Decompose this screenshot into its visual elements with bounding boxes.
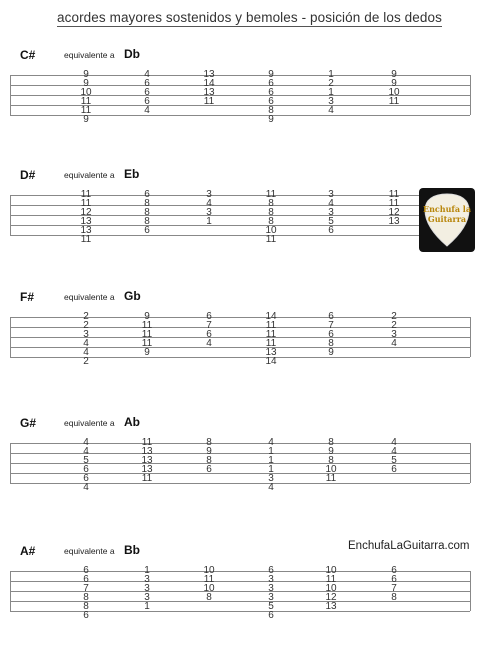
fret-number: 4 xyxy=(391,446,397,457)
fret-number: 10 xyxy=(80,87,92,98)
fret-number: 6 xyxy=(268,96,274,107)
tab-string-line xyxy=(10,463,470,464)
tab-bar-line xyxy=(470,571,471,611)
tab-bar-line xyxy=(10,75,11,115)
fret-number: 11 xyxy=(388,198,400,209)
fret-number: 13 xyxy=(80,225,92,236)
fret-number: 3 xyxy=(328,189,334,200)
fret-number: 10 xyxy=(325,583,337,594)
tab-string-line xyxy=(10,75,470,76)
fret-number: 9 xyxy=(83,69,89,80)
fret-number: 3 xyxy=(328,207,334,218)
fret-number: 1 xyxy=(328,87,334,98)
fret-number: 3 xyxy=(268,473,274,484)
tab-string-line xyxy=(10,327,470,328)
fret-number: 6 xyxy=(144,189,150,200)
fret-number: 12 xyxy=(325,592,337,603)
chord-alt-name: Ab xyxy=(124,415,140,429)
fret-number: 4 xyxy=(144,69,150,80)
chord-name: G# xyxy=(20,416,37,430)
tab-string-line xyxy=(10,195,470,196)
fret-number: 10 xyxy=(325,464,337,475)
fret-number: 7 xyxy=(328,320,334,331)
chord-section xyxy=(0,290,499,400)
fret-number: 8 xyxy=(206,592,212,603)
tab-bar-line xyxy=(470,317,471,357)
fret-number: 8 xyxy=(206,455,212,466)
fret-number: 1 xyxy=(144,565,150,576)
fret-number: 11 xyxy=(325,473,337,484)
tab-string-line xyxy=(10,601,470,602)
fret-number: 1 xyxy=(268,455,274,466)
tab-string-line xyxy=(10,473,470,474)
fret-number: 11 xyxy=(80,105,92,116)
fret-number: 6 xyxy=(144,225,150,236)
tab-string-line xyxy=(10,443,470,444)
fret-number: 13 xyxy=(141,455,153,466)
fret-number: 4 xyxy=(83,347,89,358)
fret-number: 3 xyxy=(144,574,150,585)
fret-number: 4 xyxy=(83,446,89,457)
fret-number: 5 xyxy=(268,601,274,612)
tab-string-line xyxy=(10,611,470,612)
fret-number: 8 xyxy=(83,601,89,612)
fret-number: 7 xyxy=(206,320,212,331)
fret-number: 2 xyxy=(328,78,334,89)
fret-number: 4 xyxy=(144,105,150,116)
tab-string-line xyxy=(10,235,470,236)
fret-number: 8 xyxy=(328,338,334,349)
fret-number: 12 xyxy=(388,207,400,218)
fret-number: 8 xyxy=(391,592,397,603)
fret-number: 14 xyxy=(265,356,277,367)
tab-bar-line xyxy=(10,195,11,235)
tab-string-line xyxy=(10,205,470,206)
tablature xyxy=(10,189,470,262)
fret-number: 14 xyxy=(203,78,215,89)
fret-number: 13 xyxy=(80,216,92,227)
fret-number: 11 xyxy=(141,329,153,340)
fret-number: 8 xyxy=(268,198,274,209)
fret-number: 4 xyxy=(328,198,334,209)
fret-number: 4 xyxy=(206,338,212,349)
chord-section xyxy=(0,544,499,654)
fret-number: 3 xyxy=(206,207,212,218)
tab-string-line xyxy=(10,571,470,572)
fret-number: 9 xyxy=(83,114,89,125)
fret-number: 10 xyxy=(325,565,337,576)
fret-number: 1 xyxy=(144,601,150,612)
fret-number: 13 xyxy=(203,87,215,98)
fret-number: 9 xyxy=(328,446,334,457)
logo-text-line2: Guitarra xyxy=(427,214,467,224)
tablature xyxy=(10,565,470,638)
fret-number: 13 xyxy=(388,216,400,227)
fret-number: 2 xyxy=(83,356,89,367)
fret-number: 3 xyxy=(268,592,274,603)
fret-number: 6 xyxy=(391,464,397,475)
fret-number: 8 xyxy=(144,216,150,227)
fret-number: 13 xyxy=(141,446,153,457)
fret-number: 6 xyxy=(144,87,150,98)
fret-number: 3 xyxy=(268,574,274,585)
fret-number: 6 xyxy=(328,225,334,236)
fret-number: 11 xyxy=(265,234,277,245)
tab-string-line xyxy=(10,337,470,338)
fret-number: 8 xyxy=(328,437,334,448)
fret-number: 6 xyxy=(206,311,212,322)
fret-number: 1 xyxy=(268,446,274,457)
fret-number: 9 xyxy=(391,69,397,80)
fret-number: 2 xyxy=(391,311,397,322)
fret-number: 9 xyxy=(144,311,150,322)
fret-number: 4 xyxy=(83,338,89,349)
fret-number: 6 xyxy=(268,78,274,89)
fret-number: 11 xyxy=(265,320,277,331)
fret-number: 11 xyxy=(203,574,215,585)
tab-string-line xyxy=(10,453,470,454)
fret-number: 2 xyxy=(83,311,89,322)
fret-number: 11 xyxy=(265,189,277,200)
tablature xyxy=(10,69,470,142)
fret-number: 4 xyxy=(391,338,397,349)
fret-number: 11 xyxy=(80,96,92,107)
fret-number: 6 xyxy=(328,311,334,322)
fret-number: 9 xyxy=(206,446,212,457)
chord-name: F# xyxy=(20,290,35,304)
fret-number: 8 xyxy=(144,207,150,218)
fret-number: 9 xyxy=(144,347,150,358)
fret-number: 6 xyxy=(268,87,274,98)
fret-number: 10 xyxy=(203,583,215,594)
fret-number: 11 xyxy=(80,234,92,245)
fret-number: 11 xyxy=(265,329,277,340)
fret-number: 1 xyxy=(328,69,334,80)
fret-number: 7 xyxy=(391,583,397,594)
fret-number: 13 xyxy=(265,347,277,358)
fret-number: 6 xyxy=(206,329,212,340)
tab-string-line xyxy=(10,483,470,484)
chord-name: D# xyxy=(20,168,36,182)
fret-number: 6 xyxy=(83,574,89,585)
fret-number: 1 xyxy=(268,464,274,475)
fret-number: 3 xyxy=(206,189,212,200)
logo xyxy=(419,188,475,252)
chord-alt-name: Eb xyxy=(124,167,140,181)
tab-string-line xyxy=(10,317,470,318)
chord-alt-name: Gb xyxy=(124,289,141,303)
fret-number: 13 xyxy=(141,464,153,475)
fret-number: 10 xyxy=(203,565,215,576)
tab-bar-line xyxy=(470,443,471,483)
tab-bar-line xyxy=(10,443,11,483)
fret-number: 5 xyxy=(391,455,397,466)
fret-number: 11 xyxy=(325,574,337,585)
fret-number: 13 xyxy=(203,69,215,80)
chord-alt-name: Db xyxy=(124,47,140,61)
fret-number: 6 xyxy=(83,610,89,621)
fret-number: 5 xyxy=(328,216,334,227)
fret-number: 11 xyxy=(265,338,277,349)
fret-number: 9 xyxy=(328,347,334,358)
equivalent-label: equivalente a xyxy=(64,546,115,556)
fret-number: 11 xyxy=(141,437,153,448)
fret-number: 4 xyxy=(268,437,274,448)
fret-number: 3 xyxy=(83,329,89,340)
tab-string-line xyxy=(10,115,470,116)
fret-number: 4 xyxy=(83,437,89,448)
tab-string-line xyxy=(10,591,470,592)
equivalent-label: equivalente a xyxy=(64,418,115,428)
tab-string-line xyxy=(10,105,470,106)
chord-name: C# xyxy=(20,48,36,62)
fret-number: 6 xyxy=(391,574,397,585)
fret-number: 8 xyxy=(268,105,274,116)
fret-number: 9 xyxy=(391,78,397,89)
fret-number: 7 xyxy=(83,583,89,594)
equivalent-label: equivalente a xyxy=(64,292,115,302)
fret-number: 6 xyxy=(83,473,89,484)
fret-number: 6 xyxy=(391,565,397,576)
equivalent-label: equivalente a xyxy=(64,50,115,60)
fret-number: 6 xyxy=(83,464,89,475)
fret-number: 12 xyxy=(80,207,92,218)
fret-number: 4 xyxy=(268,482,274,493)
fret-number: 3 xyxy=(268,583,274,594)
fret-number: 11 xyxy=(388,189,400,200)
fret-number: 4 xyxy=(391,437,397,448)
equivalent-label: equivalente a xyxy=(64,170,115,180)
tab-string-line xyxy=(10,95,470,96)
tab-string-line xyxy=(10,347,470,348)
chord-name: A# xyxy=(20,544,36,558)
chord-alt-name: Bb xyxy=(124,543,140,557)
tab-string-line xyxy=(10,357,470,358)
fret-number: 14 xyxy=(265,311,277,322)
chord-section xyxy=(0,48,499,158)
fret-number: 3 xyxy=(144,583,150,594)
fret-number: 2 xyxy=(83,320,89,331)
fret-number: 8 xyxy=(268,216,274,227)
fret-number: 3 xyxy=(144,592,150,603)
tab-bar-line xyxy=(470,75,471,115)
fret-number: 3 xyxy=(391,329,397,340)
fret-number: 10 xyxy=(388,87,400,98)
fret-number: 4 xyxy=(206,198,212,209)
tab-bar-line xyxy=(10,571,11,611)
fret-number: 11 xyxy=(203,96,215,107)
logo-text-line1: Enchufa la xyxy=(422,204,472,214)
tab-string-line xyxy=(10,581,470,582)
fret-number: 6 xyxy=(144,78,150,89)
fret-number: 9 xyxy=(83,78,89,89)
fret-number: 8 xyxy=(268,207,274,218)
fret-number: 11 xyxy=(80,189,92,200)
fret-number: 3 xyxy=(328,96,334,107)
tablature xyxy=(10,311,470,384)
tab-bar-line xyxy=(10,317,11,357)
fret-number: 11 xyxy=(80,198,92,209)
fret-number: 9 xyxy=(268,69,274,80)
fret-number: 6 xyxy=(268,610,274,621)
tab-string-line xyxy=(10,215,470,216)
fret-number: 11 xyxy=(141,338,153,349)
website-label[interactable]: EnchufaLaGuitarra.com xyxy=(348,540,470,552)
tab-string-line xyxy=(10,225,470,226)
fret-number: 11 xyxy=(388,96,400,107)
fret-number: 8 xyxy=(206,437,212,448)
fret-number: 4 xyxy=(328,105,334,116)
page-title: acordes mayores sostenidos y bemoles - posición de los dedos xyxy=(57,10,442,25)
fret-number: 2 xyxy=(391,320,397,331)
fret-number: 6 xyxy=(83,565,89,576)
tablature xyxy=(10,437,470,510)
fret-number: 9 xyxy=(268,114,274,125)
chord-section xyxy=(0,416,499,526)
fret-number: 11 xyxy=(141,320,153,331)
fret-number: 6 xyxy=(328,329,334,340)
fret-number: 8 xyxy=(83,592,89,603)
fret-number: 5 xyxy=(83,455,89,466)
fret-number: 8 xyxy=(144,198,150,209)
fret-number: 8 xyxy=(328,455,334,466)
tab-string-line xyxy=(10,85,470,86)
fret-number: 13 xyxy=(325,601,337,612)
fret-number: 6 xyxy=(268,565,274,576)
fret-number: 6 xyxy=(206,464,212,475)
fret-number: 1 xyxy=(206,216,212,227)
fret-number: 11 xyxy=(141,473,153,484)
fret-number: 6 xyxy=(144,96,150,107)
fret-number: 10 xyxy=(265,225,277,236)
fret-number: 4 xyxy=(83,482,89,493)
